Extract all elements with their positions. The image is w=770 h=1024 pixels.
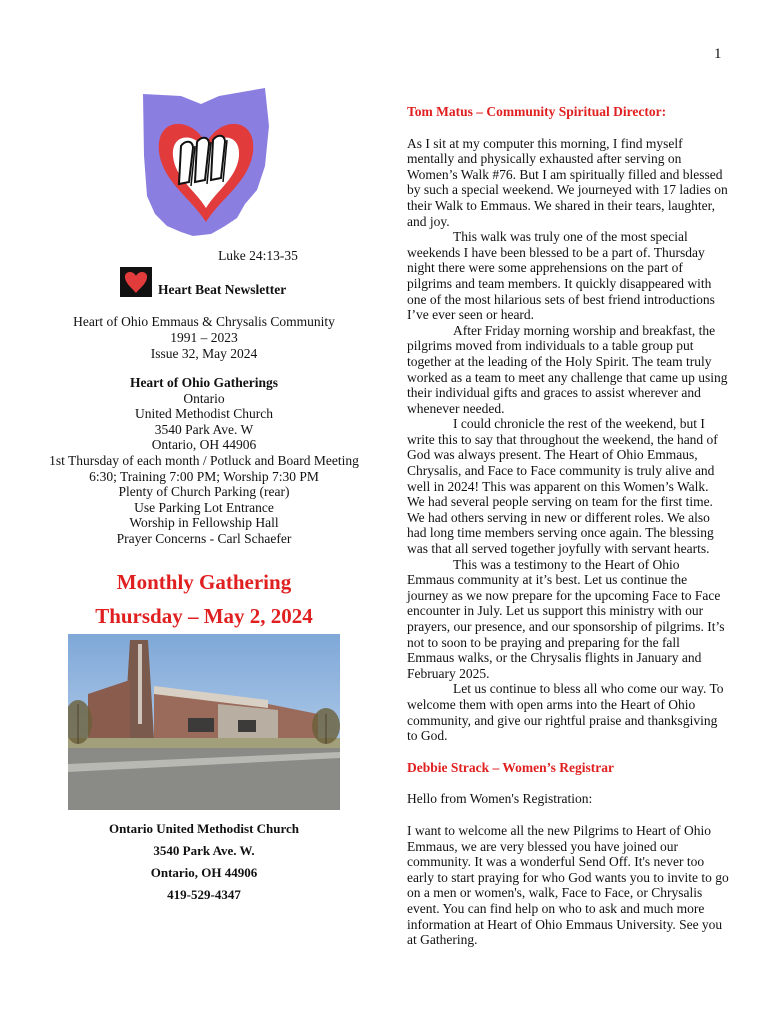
church-city: Ontario, OH 44906	[150, 865, 258, 880]
section-heading-registrar: Debbie Strack – Women’s Registrar	[407, 759, 614, 775]
gathering-line: Use Parking Lot Entrance	[134, 499, 274, 515]
gathering-line: Worship in Fellowship Hall	[129, 515, 279, 531]
paragraph: This was a testimony to the Heart of Ohio Emmaus community at it’s best. Let us continue the journey as we now prepare for the upcoming Face to Face encounter in July. Let us support this ministry with our prayers, our presence, and our sponsorship of pilgrims. It’s not to soon to be praying and preparing for the fall Emmaus walks, or the Chrysalis flights in January and February 2025.	[407, 556, 725, 681]
heart-icon	[120, 267, 152, 297]
paragraph: Let us continue to bless all who come our way. To welcome them with open arms into the Heart of Ohio community, and give our rightful praise and thanksgiving to God.	[407, 681, 724, 744]
gathering-line: 3540 Park Ave. W	[154, 421, 254, 437]
community-years: 1991 – 2023	[170, 330, 238, 345]
paragraph: I could chronicle the rest of the weekend, but I write this to say that throughout the weekend, the hand of God was always present. The Heart of Ohio Emmaus, Chrysalis, and Face to Face community is truly alive and well in 2024! This was apparent on this Women’s Walk. We had several people serving on team for the first time. We had others serving in new or different roles. We also had long time members serving once again. The blessing was that all served together joyfully with servant hearts.	[407, 416, 718, 557]
newsletter-title-row	[120, 266, 286, 298]
gathering-line: 6:30; Training 7:00 PM; Worship 7:30 PM	[89, 468, 319, 484]
gathering-line: Ontario	[183, 390, 225, 406]
paragraph: After Friday morning worship and breakfast, the pilgrims moved from individuals to a table group put together at the leading of the Holy Spirit. The team truly worked as a team to meet any challenge that came up using their individual gifts and graces to assist wherever and whenever needed.	[407, 322, 728, 416]
paragraph: This walk was truly one of the most special weekends I have been blessed to be a part of. Thursday night there were some apprehensions on the part of pilgrims and team members. It quickly disappeared with one of the most hilarious sets of best friend introductions I’ve ever seen or heard.	[407, 229, 715, 323]
church-contact	[48, 818, 360, 906]
issue-info: Issue 32, May 2024	[150, 346, 258, 361]
newsletter-title: Heart Beat Newsletter	[158, 282, 287, 297]
gathering-line: Plenty of Church Parking (rear)	[118, 484, 290, 500]
gathering-date-heading: Thursday – May 2, 2024	[95, 604, 313, 628]
paragraph: As I sit at my computer this morning, I find myself mentally and physically exhausted after serving on Women’s Walk #76. But I am spiritually filled and blessed by such a special weekend. We journeyed with 17 ladies on their Walk to Emmaus. We shared in their tears, laughter, and joy.	[407, 135, 728, 229]
community-info	[48, 314, 360, 362]
monthly-gathering-heading: Monthly Gathering	[116, 570, 292, 594]
gathering-line: United Methodist Church	[135, 406, 273, 422]
gatherings-info	[40, 375, 368, 547]
gathering-line: Prayer Concerns - Carl Schaefer	[116, 530, 292, 546]
gatherings-title: Heart of Ohio Gatherings	[129, 375, 279, 390]
greeting: Hello from Women's Registration:	[407, 791, 593, 807]
gathering-line: 1st Thursday of each month / Potluck and Board Meeting	[49, 452, 359, 468]
church-address: 3540 Park Ave. W.	[153, 843, 255, 858]
church-name: Ontario United Methodist Church	[108, 821, 300, 836]
article-column	[407, 104, 729, 948]
paragraph: I want to welcome all the new Pilgrims to Heart of Ohio Emmaus, we are very blessed you have joined our community. It was a wonderful Send Off. It's never too early to start praying for who God wants you to invite to go on a men or women's, walk, Face to Face, or Chrysalis event. You can find help on who to ask and much more information at Heart of Ohio Emmaus University. See you at Gathering.	[407, 822, 729, 948]
page-number: 1	[714, 46, 722, 62]
church-photo	[68, 634, 340, 810]
gathering-line: Ontario, OH 44906	[151, 437, 257, 453]
church-phone: 419-529-4347	[167, 887, 241, 902]
scripture-reference: Luke 24:13-35	[218, 248, 298, 263]
section-heading-director: Tom Matus – Community Spiritual Director:	[407, 104, 667, 119]
community-name: Heart of Ohio Emmaus & Chrysalis Community	[73, 314, 335, 329]
ohio-heart-logo	[141, 86, 271, 242]
